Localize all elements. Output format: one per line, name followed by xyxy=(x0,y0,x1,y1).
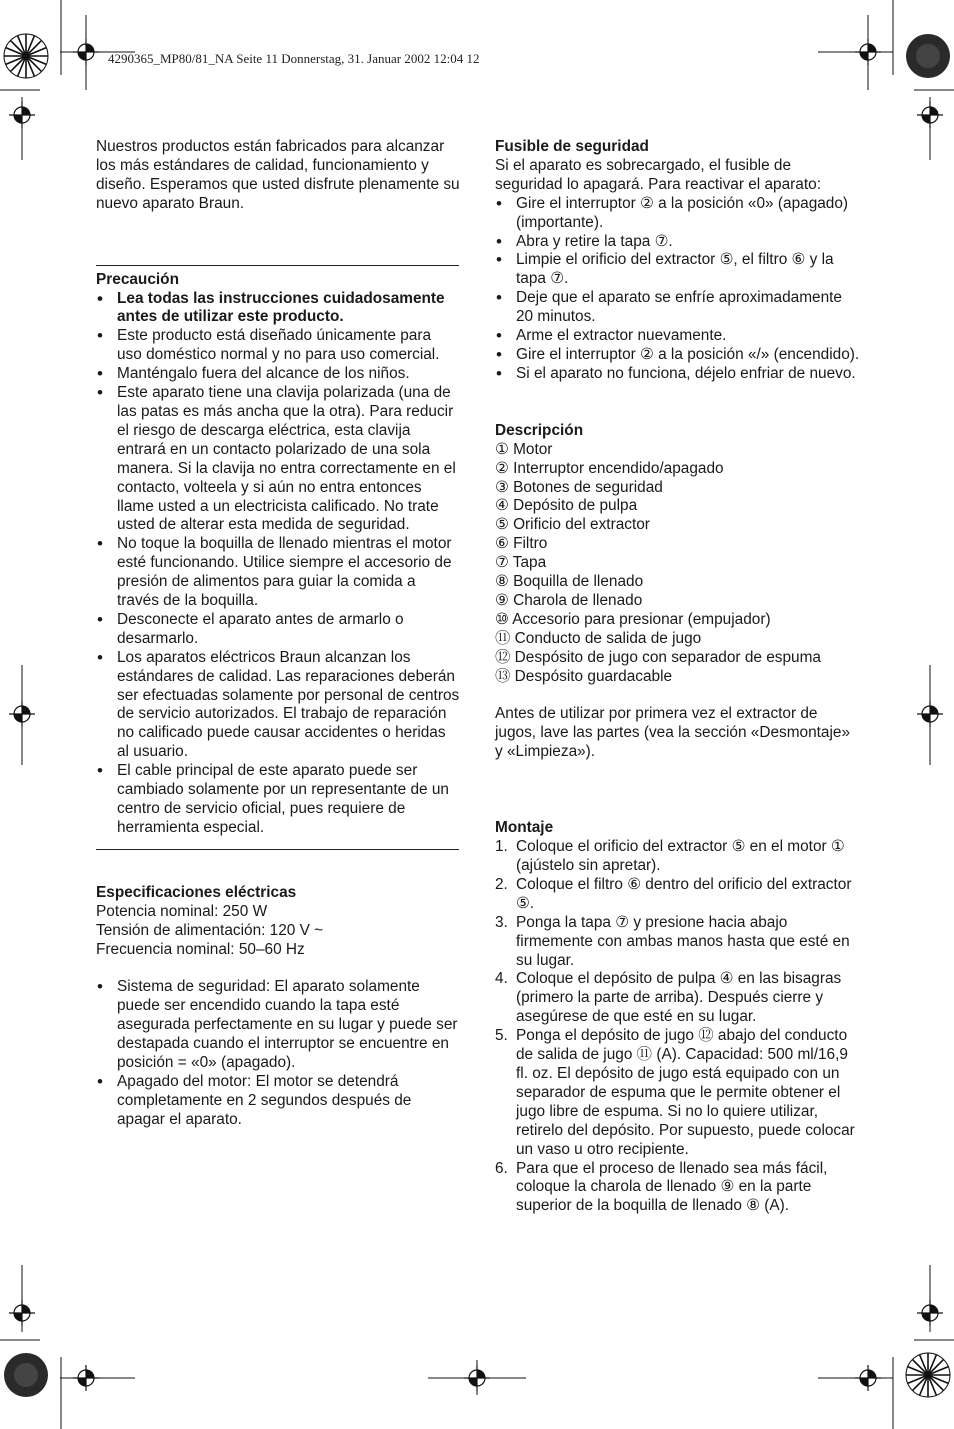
starburst-mark-bottom-right xyxy=(906,1353,950,1397)
fuse-item: • Limpie el orificio del extractor ⑤, el filtro ⑥ y la tapa ⑦. xyxy=(495,251,860,289)
assembly-step xyxy=(495,876,860,914)
description-title: Descripción xyxy=(495,421,584,439)
electrical-title: Especificaciones eléctricas xyxy=(96,883,297,901)
description-item: ⑪ Conducto de salida de jugo xyxy=(495,629,702,647)
assembly-steps xyxy=(495,838,860,1216)
fuse-item: • Abra y retire la tapa ⑦. xyxy=(495,233,860,252)
electrical-item: • Sistema de seguridad: El aparato solamente puede ser encendido cuando la tapa esté asegurada perfectamente en su lugar y puede ser destapada cuando el interruptor se encuentre en posición = «0» (apagado). xyxy=(96,978,460,1073)
starburst-mark-top-left xyxy=(4,34,48,78)
step-number: 6. xyxy=(495,1159,508,1177)
step-text: Coloque el orificio del extractor ⑤ en el motor ① (ajústelo sin apretar). xyxy=(516,838,845,874)
description-item: ② Interruptor encendido/apagado xyxy=(495,459,724,477)
step-number: 3. xyxy=(495,913,508,931)
description-item: ⑫ Despósito de jugo con separador de espuma xyxy=(495,648,821,666)
description-item: ④ Depósito de pulpa xyxy=(495,497,638,515)
starburst-mark-bottom-left xyxy=(4,1353,48,1397)
assembly-step xyxy=(495,1160,860,1217)
fuse-title: Fusible de seguridad xyxy=(495,138,649,155)
description-item: ⑨ Charola de llenado xyxy=(495,591,643,609)
fuse-item: • Gire el interruptor ② a la posición «0» (apagado) (importante). xyxy=(495,195,860,233)
fuse-item: • Si el aparato no funciona, déjelo enfriar de nuevo. xyxy=(495,365,860,384)
fuse-intro: Si el aparato es sobrecargado, el fusible de seguridad lo apagará. Para reactivar el aparato: xyxy=(495,156,821,193)
caution-item: • Desconecte el aparato antes de armarlo o desarmarlo. xyxy=(96,611,460,649)
step-number: 1. xyxy=(495,838,508,856)
step-number: 5. xyxy=(495,1027,508,1045)
fuse-item: • Deje que el aparato se enfríe aproximadamente 20 minutos. xyxy=(495,289,860,327)
fuse-item: • Arme el extractor nuevamente. xyxy=(495,327,860,346)
step-text: Coloque el depósito de pulpa ④ en las bisagras (primero la parte de arriba). Después cierre y asegúrese de que esté en su lugar. xyxy=(516,970,842,1026)
left-column xyxy=(96,138,460,1130)
electrical-line: Tensión de alimentación: 120 V ~ xyxy=(96,921,324,939)
print-header-line: 4290365_MP80/81_NA Seite 11 Donnerstag, 31. Januar 2002 12:04 12 xyxy=(108,51,480,66)
description-item: ⑬ Despósito guardacable xyxy=(495,667,673,685)
caution-title: Precaución xyxy=(96,270,179,288)
description-note: Antes de utilizar por primera vez el extractor de jugos, lave las partes (vea la sección «Desmontaje» y «Limpieza»). xyxy=(495,705,851,761)
electrical-line: Frecuencia nominal: 50–60 Hz xyxy=(96,940,305,958)
fuse-item: • Gire el interruptor ② a la posición «/» (encendido). xyxy=(495,346,860,365)
assembly-title: Montaje xyxy=(495,819,554,837)
step-text: Ponga la tapa ⑦ y presione hacia abajo firmemente con ambas manos hasta que esté en su lugar. xyxy=(516,913,850,969)
step-number: 4. xyxy=(495,970,508,988)
caution-item: • Este aparato tiene una clavija polarizada (una de las patas es más ancha que la otra). Para reducir el riesgo de descarga eléctrica, esta clavija entrará en un contacto polarizado de una sola manera. Si la clavija no entra correctamente en el contacto, volteela y si aún no entra entonces llame usted a un electricista calificado. No trate usted de alterar esta medida de seguridad. xyxy=(96,384,460,535)
caution-item: • El cable principal de este aparato puede ser cambiado solamente por un representante de un centro de servicio oficial, pues requiere de herramienta especial. xyxy=(96,762,460,838)
assembly-step xyxy=(495,914,860,971)
right-column xyxy=(495,138,860,1216)
electrical-list xyxy=(96,978,460,1129)
step-text: Para que el proceso de llenado sea más fácil, coloque la charola de llenado ⑨ en la parte superior de la boquilla de llenado ⑧ (A). xyxy=(516,1159,828,1215)
caution-item: • Lea todas las instrucciones cuidadosamente antes de utilizar este producto. xyxy=(96,290,460,328)
electrical-line: Potencia nominal: 250 W xyxy=(96,902,268,920)
assembly-step xyxy=(495,838,860,876)
caution-item: • Este producto está diseñado únicamente para uso doméstico normal y no para uso comercial. xyxy=(96,327,460,365)
description-item: ⑩ Accesorio para presionar (empujador) xyxy=(495,610,771,628)
description-item: ⑧ Boquilla de llenado xyxy=(495,573,644,591)
description-item: ⑥ Filtro xyxy=(495,535,548,553)
starburst-mark-top-right xyxy=(906,34,950,78)
fuse-list xyxy=(495,195,860,384)
step-text: Ponga el depósito de jugo ⑫ abajo del conducto de salida de jugo ⑪ (A). Capacidad: 500 ml/16,9 fl. oz. El depósito de jugo está equipado con un separador de espuma que le permite obtener el jugo libre de espuma. Si no lo quiere utilizar, retirelo del depósito. Por supuesto, puede colocar un vaso u otro recipiente. xyxy=(516,1027,855,1158)
description-list xyxy=(495,441,860,687)
caution-item: • No toque la boquilla de llenado mientras el motor esté funcionando. Utilice siempre el accesorio de presión de alimentos para guiar la comida a través de la boquilla. xyxy=(96,535,460,611)
assembly-step xyxy=(495,1027,860,1159)
caution-list xyxy=(96,290,460,838)
intro-paragraph: Nuestros productos están fabricados para alcanzar los más estándares de calidad, funcionamiento y diseño. Esperamos que usted disfrute plenamente su nuevo aparato Braun. xyxy=(96,138,460,212)
electrical-item: • Apagado del motor: El motor se detendrá completamente en 2 segundos después de apagar el aparato. xyxy=(96,1073,460,1130)
assembly-step xyxy=(495,970,860,1027)
description-item: ⑦ Tapa xyxy=(495,554,547,572)
description-item: ③ Botones de seguridad xyxy=(495,478,663,496)
step-number: 2. xyxy=(495,875,508,893)
caution-item: • Manténgalo fuera del alcance de los niños. xyxy=(96,365,460,384)
description-item: ⑤ Orificio del extractor xyxy=(495,516,650,534)
step-text: Coloque el filtro ⑥ dentro del orificio del extractor ⑤. xyxy=(516,875,852,912)
caution-item: • Los aparatos eléctricos Braun alcanzan los estándares de calidad. Las reparaciones deberán ser efectuadas solamente por personal de centros de servicio autorizados. El trabajo de reparación no calificado puede causar accidentes o heridas al usuario. xyxy=(96,649,460,762)
description-item: ① Motor xyxy=(495,440,553,458)
